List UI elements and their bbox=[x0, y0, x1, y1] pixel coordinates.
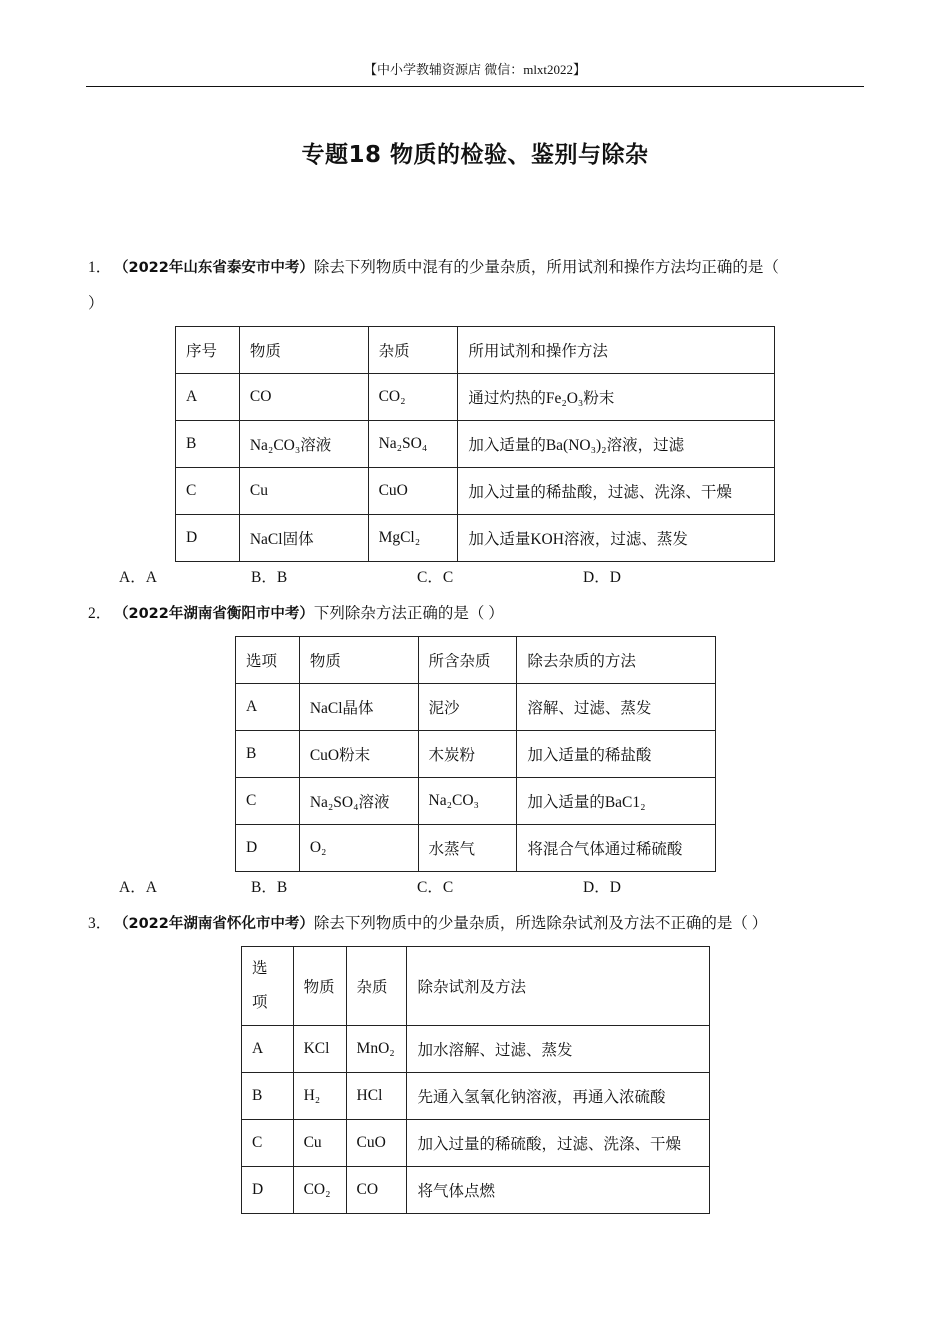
table-cell: D bbox=[176, 515, 240, 562]
table-header-row bbox=[236, 637, 716, 684]
header-line: 选 bbox=[252, 960, 268, 977]
question-source: （2022年湖南省衡阳市中考） bbox=[114, 606, 314, 622]
table-cell: CO bbox=[239, 374, 368, 421]
table-header-cell: 除去杂质的方法 bbox=[517, 637, 716, 684]
question-number: 1． bbox=[88, 259, 112, 276]
table-cell: 将气体点燃 bbox=[407, 1167, 710, 1214]
table-cell: 加入适量的稀盐酸 bbox=[517, 731, 716, 778]
table-cell: CO₂ bbox=[293, 1167, 346, 1214]
table-cell: 加入过量的稀盐酸，过滤、洗涤、干燥 bbox=[458, 468, 775, 515]
table-cell: Na₂SO₄ bbox=[368, 421, 458, 468]
table-cell: 加入适量KOH溶液，过滤、蒸发 bbox=[458, 515, 775, 562]
question-text: 除去下列物质中的少量杂质，所选除杂试剂及方法不正确的是（ ） bbox=[313, 915, 768, 932]
table-cell: CO bbox=[346, 1167, 407, 1214]
table-row bbox=[242, 1026, 710, 1073]
table-cell: 先通入氢氧化钠溶液，再通入浓硫酸 bbox=[407, 1073, 710, 1120]
table-cell: MnO₂ bbox=[346, 1026, 407, 1073]
table-cell: B bbox=[176, 421, 240, 468]
table-cell: 加入过量的稀硫酸，过滤、洗涤、干燥 bbox=[407, 1120, 710, 1167]
table-cell: CO₂ bbox=[368, 374, 458, 421]
table-row bbox=[176, 374, 775, 421]
table-cell: 加入适量的BaC1₂ bbox=[517, 778, 716, 825]
table-header-cell: 杂质 bbox=[368, 327, 458, 374]
table-cell: B bbox=[242, 1073, 294, 1120]
table-header-row bbox=[176, 327, 775, 374]
option-b[interactable]: B．B bbox=[251, 879, 288, 896]
header-line: 项 bbox=[252, 994, 268, 1011]
table-cell: A bbox=[242, 1026, 294, 1073]
table-row bbox=[236, 731, 716, 778]
table-header-cell: 所含杂质 bbox=[418, 637, 517, 684]
table-cell: CuO bbox=[346, 1120, 407, 1167]
table-cell: 通过灼热的Fe₂O₃粉末 bbox=[458, 374, 775, 421]
question-number: 3． bbox=[88, 915, 112, 932]
table-row bbox=[176, 515, 775, 562]
table-cell: Cu bbox=[239, 468, 368, 515]
table-cell: Na₂CO₃ bbox=[418, 778, 517, 825]
option-d[interactable]: D．D bbox=[583, 879, 621, 896]
table-cell: Na₂SO₄溶液 bbox=[299, 778, 418, 825]
table-cell: KCl bbox=[293, 1026, 346, 1073]
answer-options bbox=[0, 568, 950, 588]
table-header-cell bbox=[242, 947, 294, 1026]
table-cell: A bbox=[176, 374, 240, 421]
table-cell: Na₂CO₃溶液 bbox=[239, 421, 368, 468]
table-cell: NaCl晶体 bbox=[299, 684, 418, 731]
question-2 bbox=[88, 604, 868, 624]
question-text: 除去下列物质中混有的少量杂质，所用试剂和操作方法均正确的是（ bbox=[313, 259, 779, 276]
table-cell: C bbox=[236, 778, 300, 825]
table-cell: C bbox=[242, 1120, 294, 1167]
table-cell: D bbox=[236, 825, 300, 872]
option-b[interactable]: B．B bbox=[251, 569, 288, 586]
table-cell: C bbox=[176, 468, 240, 515]
table-row bbox=[242, 1120, 710, 1167]
question-source: （2022年湖南省怀化市中考） bbox=[114, 916, 314, 932]
table-header-cell: 物质 bbox=[239, 327, 368, 374]
question-source: （2022年山东省泰安市中考） bbox=[114, 260, 314, 276]
table-cell: MgCl₂ bbox=[368, 515, 458, 562]
table-header-cell: 选项 bbox=[236, 637, 300, 684]
question-3-table bbox=[241, 946, 710, 1214]
table-cell: B bbox=[236, 731, 300, 778]
table-header-cell: 除杂试剂及方法 bbox=[407, 947, 710, 1026]
table-cell: 溶解、过滤、蒸发 bbox=[517, 684, 716, 731]
table-header-cell: 所用试剂和操作方法 bbox=[458, 327, 775, 374]
table-cell: 加入适量的Ba(NO₃)₂溶液，过滤 bbox=[458, 421, 775, 468]
question-2-table bbox=[235, 636, 716, 872]
table-header-cell: 物质 bbox=[293, 947, 346, 1026]
table-cell: O₂ bbox=[299, 825, 418, 872]
question-text-continued: ） bbox=[88, 295, 104, 312]
table-row bbox=[236, 778, 716, 825]
table-cell: 木炭粉 bbox=[418, 731, 517, 778]
table-cell: Cu bbox=[293, 1120, 346, 1167]
table-cell: 将混合气体通过稀硫酸 bbox=[517, 825, 716, 872]
question-1 bbox=[88, 258, 868, 278]
page-header: 【中小学教辅资源店 微信：mlxt2022】 bbox=[363, 62, 587, 77]
option-c[interactable]: C．C bbox=[417, 569, 454, 586]
table-header-cell: 物质 bbox=[299, 637, 418, 684]
option-d[interactable]: D．D bbox=[583, 569, 621, 586]
table-header-cell: 杂质 bbox=[346, 947, 407, 1026]
question-text: 下列除杂方法正确的是（ ） bbox=[313, 605, 504, 622]
table-row bbox=[242, 1167, 710, 1214]
table-cell: A bbox=[236, 684, 300, 731]
table-row bbox=[176, 421, 775, 468]
option-a[interactable]: A．A bbox=[119, 569, 157, 586]
table-cell: NaCl固体 bbox=[239, 515, 368, 562]
table-cell: D bbox=[242, 1167, 294, 1214]
table-cell: 水蒸气 bbox=[418, 825, 517, 872]
table-cell: H₂ bbox=[293, 1073, 346, 1120]
page-title: 专题18 物质的检验、鉴别与除杂 bbox=[301, 142, 649, 168]
option-c[interactable]: C．C bbox=[417, 879, 454, 896]
question-3 bbox=[88, 914, 868, 934]
table-cell: 加水溶解、过滤、蒸发 bbox=[407, 1026, 710, 1073]
header-divider bbox=[86, 86, 864, 87]
table-cell: HCl bbox=[346, 1073, 407, 1120]
table-cell: CuO粉末 bbox=[299, 731, 418, 778]
table-header-cell: 序号 bbox=[176, 327, 240, 374]
table-row bbox=[236, 825, 716, 872]
table-row bbox=[236, 684, 716, 731]
table-cell: CuO bbox=[368, 468, 458, 515]
question-1-table bbox=[175, 326, 775, 562]
table-row bbox=[242, 1073, 710, 1120]
table-row bbox=[176, 468, 775, 515]
answer-options bbox=[0, 878, 950, 898]
option-a[interactable]: A．A bbox=[119, 879, 157, 896]
table-header-row bbox=[242, 947, 710, 1026]
question-number: 2． bbox=[88, 605, 112, 622]
table-cell: 泥沙 bbox=[418, 684, 517, 731]
